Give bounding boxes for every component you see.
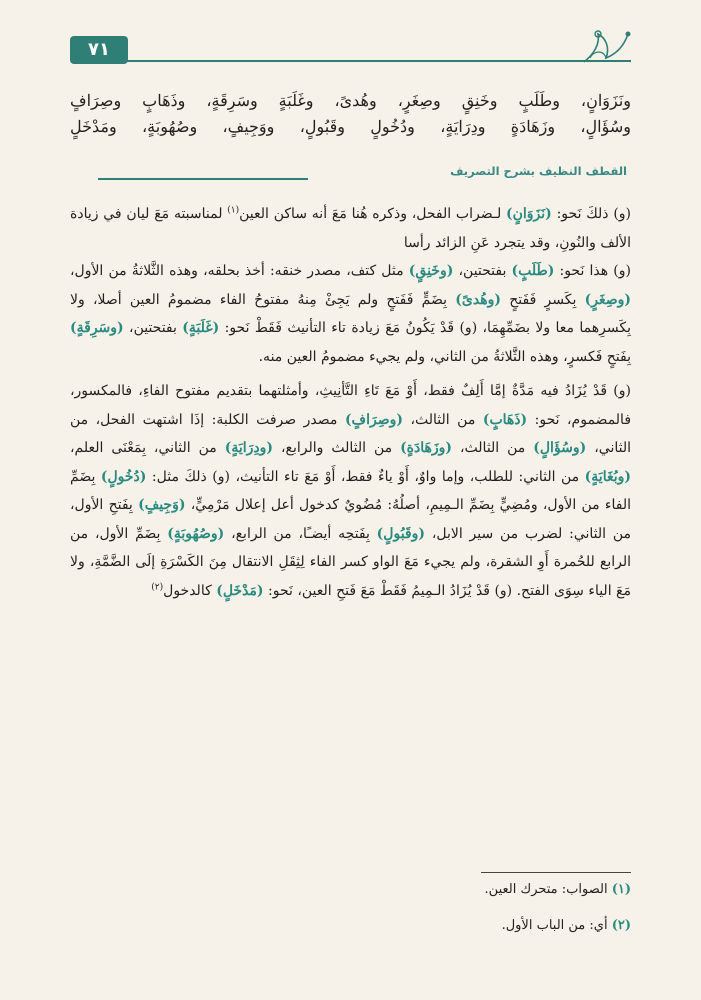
matn-line: ونَزَوَانٍ، وطَلَبٍ وخَنِقٍ وصِغَرٍ، وهُدىً، وغَلَبَةٍ وسَرِقَةٍ، وذَهَابٍ وصِرَافٍ: [70, 91, 631, 110]
book-title: القطف النظيف بشرح التصريف: [450, 164, 627, 178]
footnote: (٢) أي: من الباب الأول.: [501, 918, 631, 933]
commentary-paragraph: (و) ذلكَ نَحو: (نَزَوَانٍ) لـضراب الفحل، وذكره هُنا مَعَ أنه ساكن العين$^{(١)}$ لمناسبته مَعَ ليان في زيادة الألف والنُونِ، وقد يتجرد عَنِ الزائد رأسا: [70, 205, 632, 251]
commentary-paragraph: (و) قَدْ يُزَادُ فيه مَدَّةٌ إمَّا أَلِفٌ فقط، أَوْ مَعَ تَاءِ التَّأنِيثِ، وأمثلتهما بتقديم مفتوح الفاءِ، فالمكسور، فالمضموم، نَحو: (ذَهَابٍ) من الثالث، (وصِرَافٍ) مصدر صرفت الكلبة: إذَا اشتهت الفحل، من الثاني، (وسُؤَالٍ) من الثالث، (وزَهَادَةٍ) من الثالث والرابع، (ودِرَايَةٍ) من الثاني، بِمَعْنَى العلم، (وبُغَايَةٍ) من الثاني: للطلب، وإما واوٌ، أَوْ ياءٌ فقط، أَوْ مَعَ تاء التأنيث، (و) ذلكَ مثل: (دُخُولٍ) بِضَمِّ الفاء من الأول، ومُضِيٍّ بِضَمِّ الـمِيمِ، أصلُهُ: مُضُويٌ كدخول أعل إعلال مَرْمِيٍّ، (وَجِيفٍ) بِفَتحِ الأول، من الثاني: لضرب من سير الابل، (وقَبُولٍ) بِفَتحِه أيضـًا، من الرابع، (وصُهُوبَةٍ) بِضَمِّ الأول، من الرابع للحُمرة أَوِ الشقرة، ولم يجيء مَعَ الواو كسر الفاء لِثِقَلِ الانتقال مِنَ الكَسْرَةِ إلَى الضَّمَّةِ، ولا مَعَ الياء سِوَى الفتح. (و) قَدْ يُزَادُ الـمِيمُ فَقَطْ مَعَ فَتحِ العين، نَحو: (مَدْخَلٍ) كالدخول$^{(٢)}$: [70, 383, 632, 599]
header-rule: [90, 60, 631, 62]
floral-ornament-icon: [580, 24, 632, 66]
footnote: (١) الصواب: متحرك العين.: [484, 882, 631, 897]
commentary-paragraph: (و) هذا نَحو: (طَلَبٍ) بفتحتين، (وخَنِقٍ) مثل كتف، مصدر خنقه: أخذ بحلقه، وهذه الثَّلاثةُ من الأول، (وصِغَرٍ) بِكَسرٍ فَفَتحٍ (وهُدىً) بِضَمٍّ فَفَتحٍ ولم يَجِئْ مِنهُ مفتوحُ الفاء مضمومُ العين أصلا، ولا بِكَسرِهما معا ولا بضَمِّهِمَا، (و) قَدْ يَكُونُ مَعَ زيادة تاء التأنيث فَقَطْ نَحو: (غَلَبَةٍ) بفتحتين، (وسَرِقَةٍ) بِفَتحٍ فَكسرٍ، وهذه الثَّلاثةُ من الثاني، ولم يجيء مضمومُ العين منه.: [70, 263, 632, 365]
footnote-ref: (١): [227, 205, 240, 216]
page-number: ٧١: [70, 36, 128, 64]
footnotes: [70, 878, 631, 950]
matn-line: وسُؤَالٍ، وزَهَادَةٍ ودِرَايَةٍ، ودُخُولٍ وقَبُولٍ، ووَجِيفٍ، وصُهُوبَةٍ، ومَدْخَلٍ: [70, 117, 631, 136]
matn-text: [70, 88, 631, 140]
title-rule: [98, 178, 308, 180]
footnote-rule: [481, 872, 631, 873]
commentary: [70, 200, 631, 605]
footnote-ref: (٢): [151, 581, 164, 592]
